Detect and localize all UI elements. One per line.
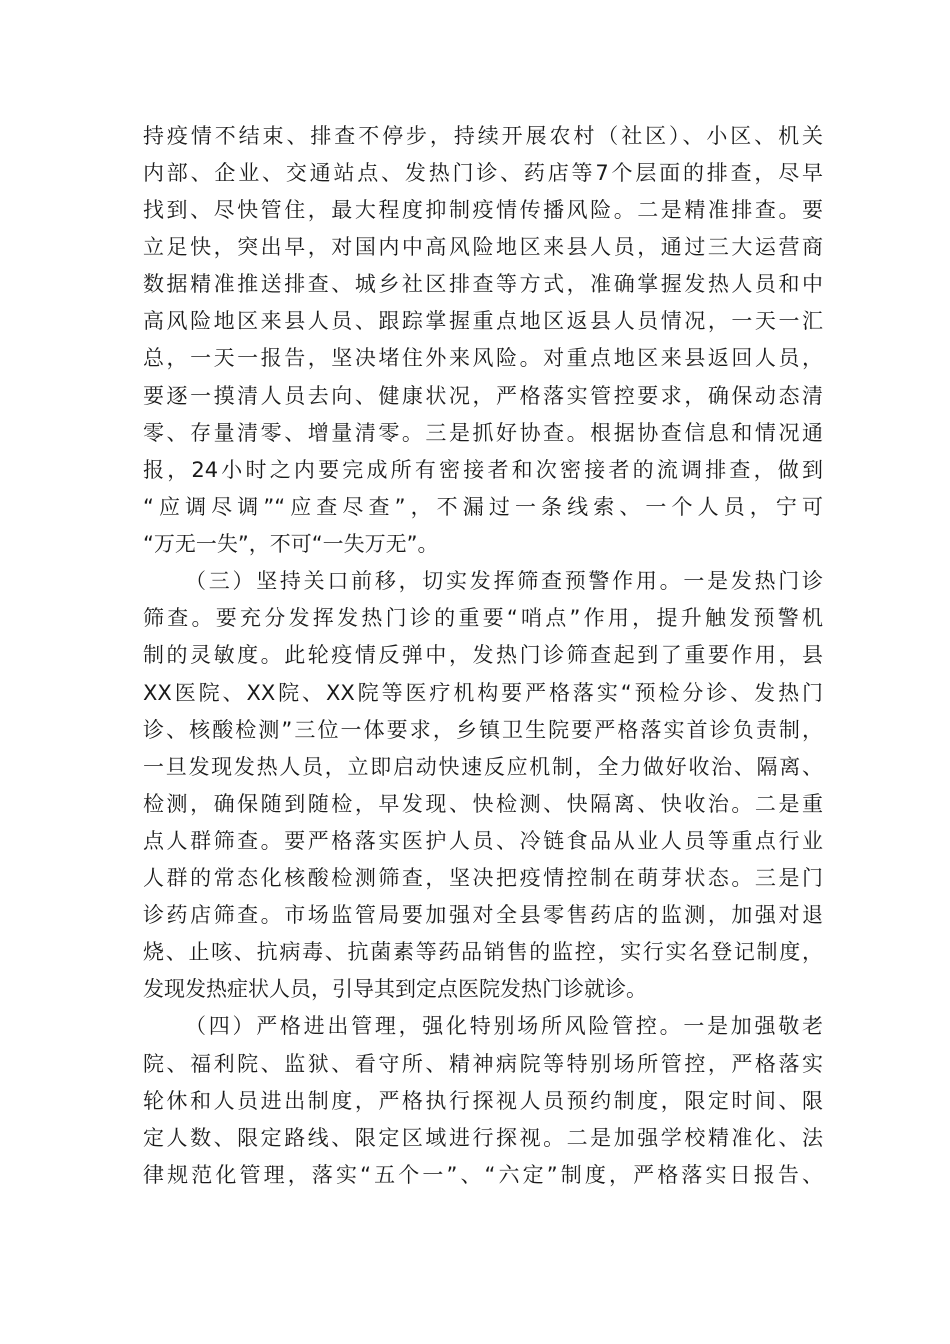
- text-line: 总，一天一报告，坚决堵住外来风险。对重点地区来县返回人员，: [143, 346, 823, 370]
- text-line: 诊、核酸检测”三位一体要求，乡镇卫生院要严格落实首诊负责制，: [143, 718, 823, 742]
- text-line: 定人数、限定路线、限定区域进行探视。二是加强学校精准化、法: [143, 1126, 823, 1150]
- text-line: “应调尽调”“应查尽查”，不漏过一条线索、一个人员，宁可: [143, 495, 823, 519]
- section-heading-line: （三）坚持关口前移，切实发挥筛查预警作用。一是发热门诊: [185, 569, 823, 593]
- text-line: 要逐一摸清人员去向、健康状况，严格落实管控要求，确保动态清: [143, 384, 823, 408]
- text-line: 检测，确保随到随检，早发现、快检测、快隔离、快收治。二是重: [143, 792, 823, 816]
- text-line: 点人群筛查。要严格落实医护人员、冷链食品从业人员等重点行业: [143, 829, 823, 853]
- text-line: 烧、止咳、抗病毒、抗菌素等药品销售的监控，实行实名登记制度，: [143, 940, 823, 964]
- text-line: 筛查。要充分发挥发热门诊的重要“哨点”作用，提升触发预警机: [143, 606, 823, 630]
- text-line: XX医院、XX院、XX院等医疗机构要严格落实“预检分诊、发热门: [143, 681, 823, 705]
- text-line: 持疫情不结束、排查不停步，持续开展农村（社区）、小区、机关: [143, 124, 823, 148]
- text-line: 人群的常态化核酸检测筛查，坚决把疫情控制在萌芽状态。三是门: [143, 866, 823, 890]
- text-line: 立足快，突出早，对国内中高风险地区来县人员，通过三大运营商: [143, 235, 823, 259]
- text-line: 诊药店筛查。市场监管局要加强对全县零售药店的监测，加强对退: [143, 903, 823, 927]
- text-line: 零、存量清零、增量清零。三是抓好协查。根据协查信息和情况通: [143, 421, 823, 445]
- text-line: 内部、企业、交通站点、发热门诊、药店等7个层面的排查，尽早: [143, 161, 823, 185]
- text-line: 发现发热症状人员，引导其到定点医院发热门诊就诊。: [143, 977, 647, 1001]
- text-line: 律规范化管理，落实“五个一”、“六定”制度，严格落实日报告、: [143, 1163, 823, 1187]
- text-line: 一旦发现发热人员，立即启动快速反应机制，全力做好收治、隔离、: [143, 755, 823, 779]
- text-line: 数据精准推送排查、城乡社区排查等方式，准确掌握发热人员和中: [143, 272, 823, 296]
- text-line: 报，24小时之内要完成所有密接者和次密接者的流调排查，做到: [143, 458, 823, 482]
- text-line: “万无一失”，不可“一失万无”。: [143, 532, 439, 556]
- text-line: 高风险地区来县人员、跟踪掌握重点地区返县人员情况，一天一汇: [143, 309, 823, 333]
- text-line: 院、福利院、监狱、看守所、精神病院等特别场所管控，严格落实: [143, 1052, 823, 1076]
- text-line: 找到、尽快管住，最大程度抑制疫情传播风险。二是精准排查。要: [143, 198, 823, 222]
- section-heading-line: （四）严格进出管理，强化特别场所风险管控。一是加强敬老: [185, 1014, 823, 1038]
- text-line: 制的灵敏度。此轮疫情反弹中，发热门诊筛查起到了重要作用，县: [143, 643, 823, 667]
- text-line: 轮休和人员进出制度，严格执行探视人员预约制度，限定时间、限: [143, 1089, 823, 1113]
